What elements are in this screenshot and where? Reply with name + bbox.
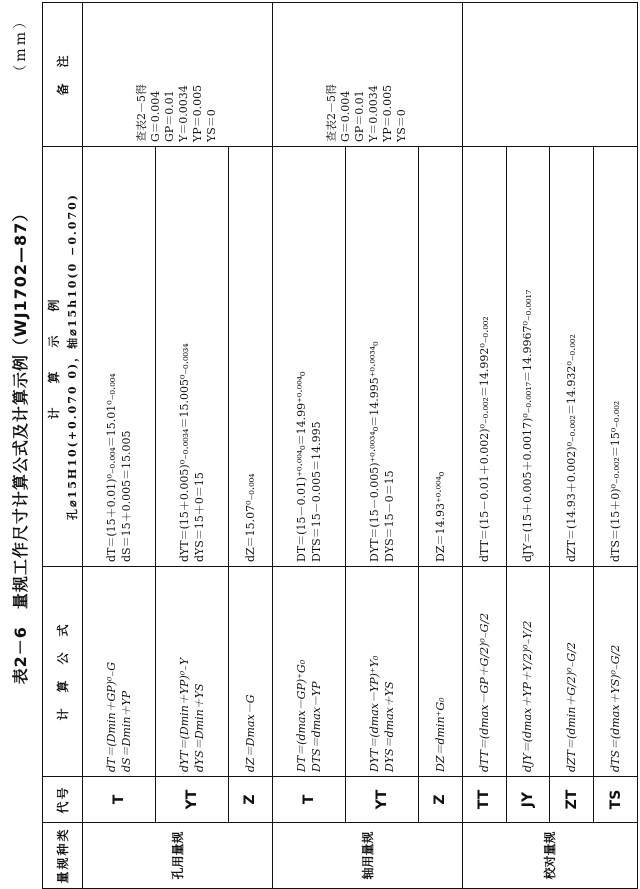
- formula-line: DYT＝(dmax－YP)⁺Y₀: [367, 655, 381, 772]
- formula-line: dZ＝Dmax－G: [243, 694, 257, 772]
- gauge-code: YT: [345, 777, 418, 823]
- example-line: dTS＝(15＋0)⁰₋₀.₀₀₂＝15⁰₋₀.₀₀₂: [609, 400, 623, 562]
- note-cell: [462, 3, 637, 147]
- example-cell: [229, 147, 273, 567]
- header-kind: 量规种类: [43, 823, 83, 889]
- example-line: DTS＝15－0.005＝14.995: [309, 421, 323, 562]
- formula-line: DT＝(dmax－GP)⁺G₀: [294, 659, 308, 772]
- table-row: [83, 3, 156, 889]
- header-example: [43, 147, 83, 567]
- example-line: dZT＝(14.93＋0.002)⁰₋₀.₀₀₂＝14.932⁰₋₀.₀₀₂: [565, 334, 579, 562]
- formula-line: dTS＝(dmax＋YS)⁰₋G/2: [609, 644, 623, 772]
- gauge-kind: 校对量规: [462, 823, 637, 889]
- gauge-code: T: [272, 777, 345, 823]
- note-line: Y＝0.0034: [367, 85, 381, 142]
- gauge-kind: 孔用量规: [83, 823, 273, 889]
- formula-cell: [594, 567, 638, 777]
- example-cell: [506, 147, 550, 567]
- gauge-code: TS: [594, 777, 638, 823]
- table-body: [83, 3, 638, 889]
- note-cell: [83, 3, 273, 147]
- formula-cell: [272, 567, 345, 777]
- formula-line: dS＝Dmin＋YP: [120, 690, 133, 772]
- example-line: dYS＝15＋0＝15: [193, 472, 207, 562]
- header-example-sub: 孔⌀15H10(+0.070 0)，轴⌀15h10(0 −0.070): [66, 193, 79, 520]
- formula-line: dJY＝(dmax＋YP＋Y/2)⁰₋Y/2: [521, 620, 535, 772]
- formula-line: dYT＝(Dmin＋YP)⁰₋Y: [178, 657, 192, 772]
- example-line: DZ＝14.93⁺⁰·⁰⁰⁴₀: [433, 471, 447, 562]
- example-line: DYT＝(15－0.005)⁺⁰·⁰⁰³⁴₀＝14.995⁺⁰·⁰⁰³⁴₀: [367, 341, 381, 562]
- note-line: 查表2－5得: [135, 84, 149, 142]
- note-line: 查表2－5得: [325, 84, 339, 142]
- example-cell: [550, 147, 594, 567]
- formula-cell: [345, 567, 418, 777]
- gauge-code: Z: [418, 777, 462, 823]
- formula-cell: [462, 567, 506, 777]
- note-line: G＝0.004: [149, 90, 163, 142]
- header-row: [43, 3, 83, 889]
- formula-cell: [506, 567, 550, 777]
- example-line: dS＝15＋0.005＝15.005: [120, 430, 133, 562]
- example-line: dJY＝(15＋0.005＋0.0017)⁰₋₀.₀₀₁₇＝14.9967⁰₋₀.₀₀₁₇: [521, 289, 535, 562]
- formula-line: dZT＝(dmin＋G/2)⁰₋G/2: [565, 642, 579, 772]
- formula-cell: [418, 567, 462, 777]
- formula-line: dT＝(Dmin＋GP)⁰₋G: [105, 661, 118, 772]
- formula-line: DZ＝dmin⁺G₀: [433, 697, 447, 772]
- example-cell: [594, 147, 638, 567]
- example-line: dYT＝(15＋0.005)⁰₋₀.₀₀₃₄＝15.005⁰₋₀.₀₀₃₄: [178, 343, 192, 562]
- gauge-code: T: [83, 777, 156, 823]
- formula-cell: [550, 567, 594, 777]
- table-row: [272, 3, 345, 889]
- gauge-code: TT: [462, 777, 506, 823]
- note-line: GP＝0.01: [163, 90, 177, 142]
- note-line: YS＝0: [395, 109, 409, 142]
- header-note: 备 注: [43, 3, 83, 147]
- note-line: GP＝0.01: [353, 90, 367, 142]
- formula-cell: [156, 567, 229, 777]
- example-line: DT＝(15－0.01)⁺⁰·⁰⁰⁴₀＝14.99⁺⁰·⁰⁰⁴₀: [294, 371, 308, 562]
- header-formula: 计 算 公 式: [43, 567, 83, 777]
- gauge-table: [42, 2, 638, 889]
- example-cell: [462, 147, 506, 567]
- note-line: YP＝0.005: [191, 84, 205, 142]
- note-line: G＝0.004: [339, 90, 353, 142]
- formula-cell: [229, 567, 273, 777]
- note-line: YP＝0.005: [381, 84, 395, 142]
- header-example-label: 计 算 示 例: [47, 293, 61, 420]
- example-cell: [83, 147, 156, 567]
- formula-line: dTT＝(dmax－GP＋G/2)⁰₋G/2: [477, 612, 491, 772]
- gauge-code: Z: [229, 777, 273, 823]
- example-line: dZ＝15.07⁰₋₀.₀₀₄: [243, 473, 257, 562]
- example-cell: [345, 147, 418, 567]
- gauge-kind: 轴用量规: [272, 823, 462, 889]
- note-line: Y＝0.0034: [177, 85, 191, 142]
- gauge-code: ZT: [550, 777, 594, 823]
- gauge-code: YT: [156, 777, 229, 823]
- table-row: [462, 3, 506, 889]
- formula-line: dYS＝Dmin＋YS: [193, 683, 207, 772]
- example-line: DYS＝15－0＝15: [382, 470, 396, 562]
- formula-line: DYS＝dmax＋YS: [382, 681, 396, 772]
- note-cell: [272, 3, 462, 147]
- example-line: dTT＝(15－0.01＋0.002)⁰₋₀.₀₀₂＝14.992⁰₋₀.₀₀₂: [477, 316, 491, 562]
- header-code: 代号: [43, 777, 83, 823]
- unit-label: （mm）: [13, 12, 29, 79]
- formula-line: DTS＝dmax－YP: [309, 681, 323, 772]
- formula-cell: [83, 567, 156, 777]
- example-cell: [418, 147, 462, 567]
- example-line: dT＝(15＋0.01)⁰₋₀.₀₀₄＝15.01⁰₋₀.₀₀₄: [105, 373, 118, 562]
- example-cell: [156, 147, 229, 567]
- note-line: YS＝0: [205, 109, 219, 142]
- gauge-code: JY: [506, 777, 550, 823]
- example-cell: [272, 147, 345, 567]
- caption: [0, 0, 40, 889]
- table-title: 表2－6 量规工作尺寸计算公式及计算示例（WJ1702—87）: [11, 204, 30, 685]
